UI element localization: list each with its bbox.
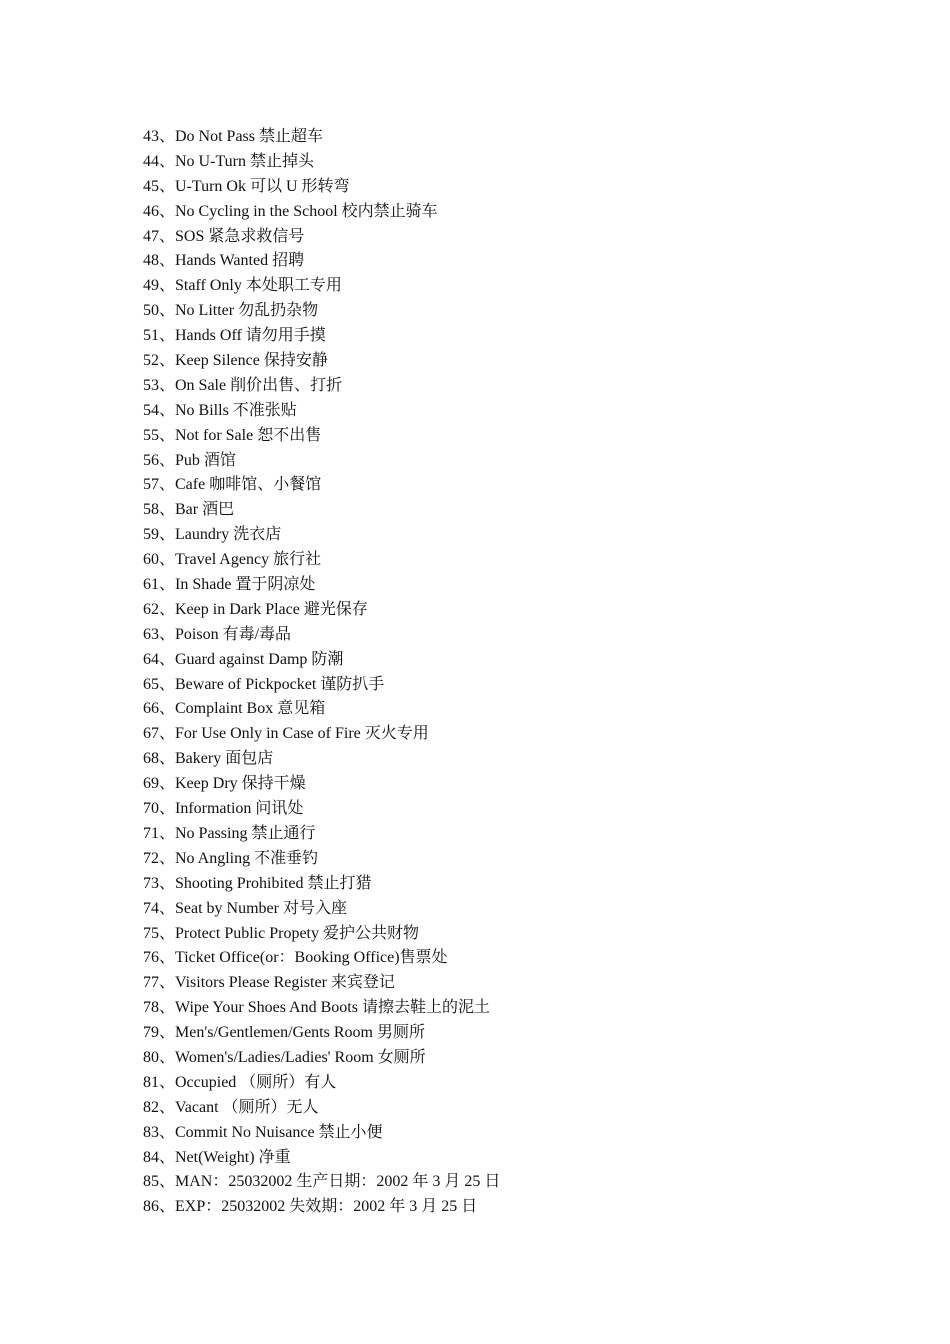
list-item: 71、No Passing 禁止通行	[143, 824, 316, 842]
list-item: 57、Cafe 咖啡馆、小餐馆	[143, 476, 322, 494]
list-item: 78、Wipe Your Shoes And Boots 请擦去鞋上的泥土	[143, 999, 490, 1017]
list-item: 46、No Cycling in the School 校内禁止骑车	[143, 202, 438, 220]
list-item: 83、Commit No Nuisance 禁止小便	[143, 1123, 383, 1141]
list-item: 52、Keep Silence 保持安静	[143, 352, 328, 370]
list-item: 67、For Use Only in Case of Fire 灭火专用	[143, 725, 429, 743]
list-item: 60、Travel Agency 旅行社	[143, 551, 322, 569]
list-item: 72、No Angling 不准垂钓	[143, 849, 319, 867]
list-item: 77、Visitors Please Register 来宾登记	[143, 974, 395, 992]
list-item: 48、Hands Wanted 招聘	[143, 252, 305, 270]
list-item: 65、Beware of Pickpocket 谨防扒手	[143, 675, 385, 693]
list-item: 58、Bar 酒巴	[143, 501, 235, 519]
sign-vocabulary-list	[143, 125, 500, 1220]
list-item: 85、MAN：25032002 生产日期：2002 年 3 月 25 日	[143, 1173, 501, 1191]
list-item: 81、Occupied （厕所）有人	[143, 1073, 337, 1091]
list-item: 75、Protect Public Propety 爱护公共财物	[143, 924, 419, 942]
list-item: 73、Shooting Prohibited 禁止打猎	[143, 874, 372, 892]
list-item: 45、U-Turn Ok 可以 U 形转弯	[143, 177, 350, 195]
list-item: 43、Do Not Pass 禁止超车	[143, 128, 324, 145]
list-item: 69、Keep Dry 保持干燥	[143, 775, 306, 793]
list-item: 59、Laundry 洗衣店	[143, 526, 282, 544]
list-item: 53、On Sale 削价出售、打折	[143, 376, 343, 394]
list-item: 64、Guard against Damp 防潮	[143, 650, 344, 668]
list-item: 84、Net(Weight) 净重	[143, 1148, 291, 1166]
list-item: 50、No Litter 勿乱扔杂物	[143, 302, 319, 320]
list-item: 86、EXP：25032002 失效期：2002 年 3 月 25 日	[143, 1198, 478, 1216]
list-item: 82、Vacant （厕所）无人	[143, 1098, 319, 1116]
list-item: 62、Keep in Dark Place 避光保存	[143, 600, 368, 618]
list-item: 54、No Bills 不准张贴	[143, 401, 297, 419]
list-item: 55、Not for Sale 恕不出售	[143, 426, 322, 444]
list-item: 51、Hands Off 请勿用手摸	[143, 327, 326, 345]
list-item: 70、Information 问讯处	[143, 800, 304, 818]
list-item: 66、Complaint Box 意见箱	[143, 700, 326, 718]
list-item: 63、Poison 有毒/毒品	[143, 625, 292, 643]
list-item: 74、Seat by Number 对号入座	[143, 899, 347, 917]
list-item: 68、Bakery 面包店	[143, 750, 274, 768]
list-item: 80、Women's/Ladies/Ladies' Room 女厕所	[143, 1048, 426, 1066]
list-item: 49、Staff Only 本处职工专用	[143, 277, 342, 295]
list-item: 79、Men's/Gentlemen/Gents Room 男厕所	[143, 1024, 425, 1042]
list-item: 56、Pub 酒馆	[143, 451, 236, 469]
list-item: 44、No U-Turn 禁止掉头	[143, 152, 314, 170]
list-item: 47、SOS 紧急求救信号	[143, 227, 305, 245]
list-item: 61、In Shade 置于阴凉处	[143, 576, 316, 594]
list-item: 76、Ticket Office(or：Booking Office)售票处	[143, 949, 448, 967]
